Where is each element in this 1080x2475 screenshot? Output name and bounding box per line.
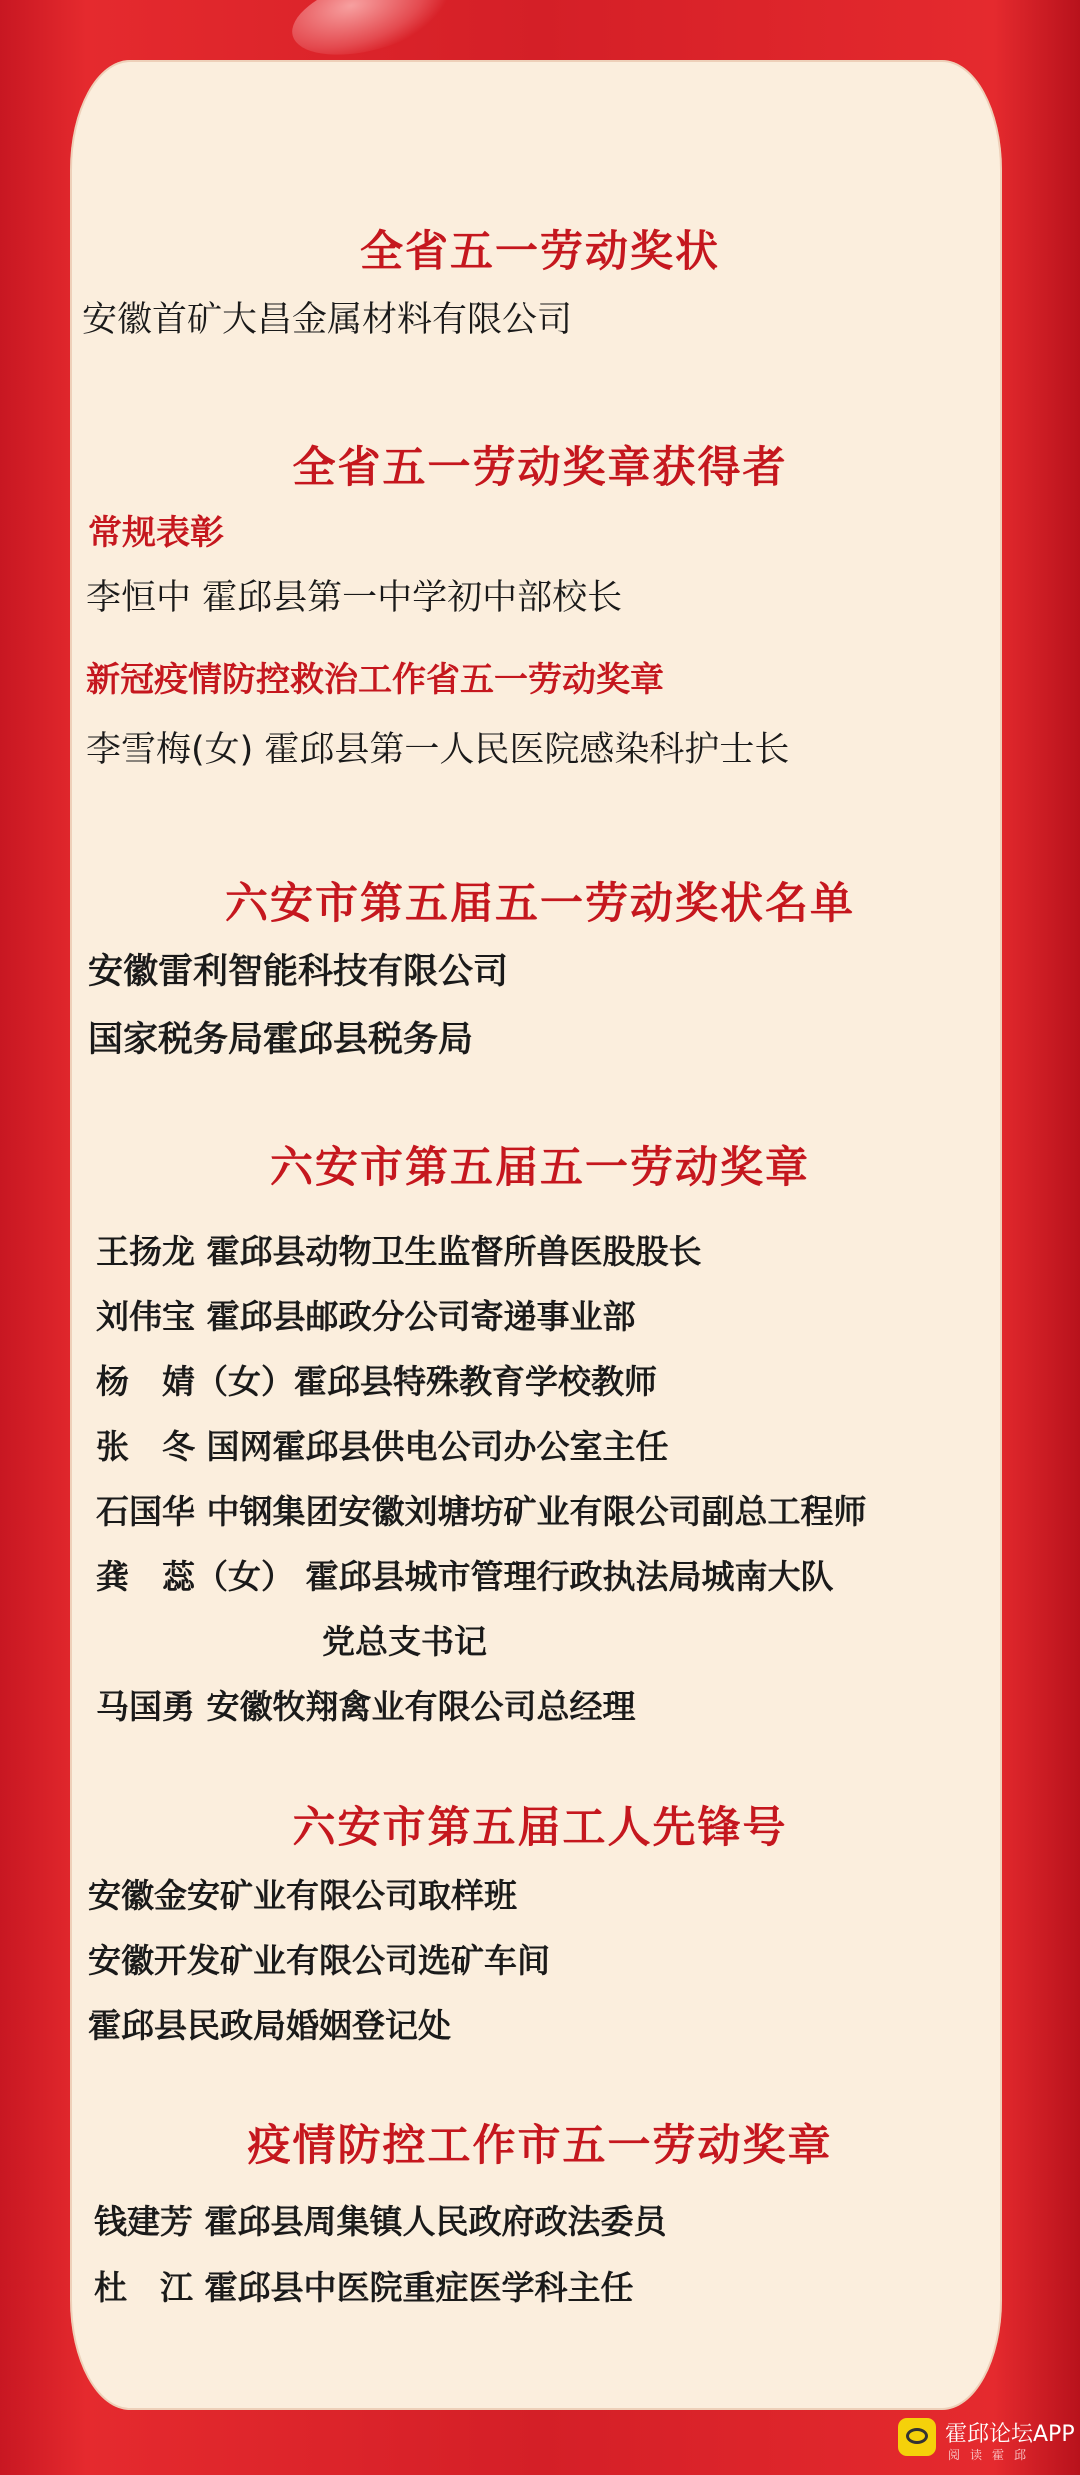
list-item: 安徽首矿大昌金属材料有限公司 [82, 300, 573, 340]
list-item: 钱建芳 霍邱县周集镇人民政府政法委员 [94, 2202, 667, 2241]
list-item: 龚 蕊（女） 霍邱县城市管理行政执法局城南大队 [96, 1557, 834, 1596]
subtitle-covid: 新冠疫情防控救治工作省五一劳动奖章 [86, 660, 664, 700]
section-title-epidemic: 疫情防控工作市五一劳动奖章 [247, 2121, 833, 2171]
section-title-city-medal: 六安市第五届五一劳动奖章 [270, 1143, 810, 1193]
list-item: 王扬龙 霍邱县动物卫生监督所兽医股股长 [96, 1232, 702, 1271]
section-title-pioneer: 六安市第五届工人先锋号 [292, 1803, 788, 1853]
list-item: 刘伟宝 霍邱县邮政分公司寄递事业部 [96, 1297, 636, 1336]
list-item: 安徽开发矿业有限公司选矿车间 [88, 1941, 550, 1980]
list-item: 张 冬 国网霍邱县供电公司办公室主任 [96, 1427, 669, 1466]
list-item: 安徽雷利智能科技有限公司 [88, 952, 509, 992]
section-title-provincial-medal: 全省五一劳动奖章获得者 [292, 443, 788, 493]
subtitle-regular: 常规表彰 [88, 513, 224, 553]
list-item: 杜 江 霍邱县中医院重症医学科主任 [94, 2268, 634, 2307]
chat-bubble-icon [898, 2418, 936, 2456]
app-tagline: 阅读霍邱 [948, 2448, 1037, 2462]
list-item: 李恒中 霍邱县第一中学初中部校长 [86, 578, 623, 618]
list-item: 国家税务局霍邱县税务局 [88, 1020, 474, 1060]
list-item: 马国勇 安徽牧翔禽业有限公司总经理 [96, 1687, 636, 1726]
list-item: 李雪梅(女) 霍邱县第一人民医院感染科护士长 [86, 730, 790, 770]
list-item-continuation: 党总支书记 [322, 1622, 487, 1661]
list-item: 石国华 中钢集团安徽刘塘坊矿业有限公司副总工程师 [96, 1492, 867, 1531]
section-title-city-award: 六安市第五届五一劳动奖状名单 [225, 879, 855, 929]
list-item: 安徽金安矿业有限公司取样班 [88, 1876, 517, 1915]
list-item: 杨 婧（女）霍邱县特殊教育学校教师 [96, 1362, 657, 1401]
section-title-provincial-award: 全省五一劳动奖状 [360, 227, 720, 277]
list-item: 霍邱县民政局婚姻登记处 [88, 2006, 451, 2045]
app-name: 霍邱论坛APP [945, 2422, 1075, 2447]
